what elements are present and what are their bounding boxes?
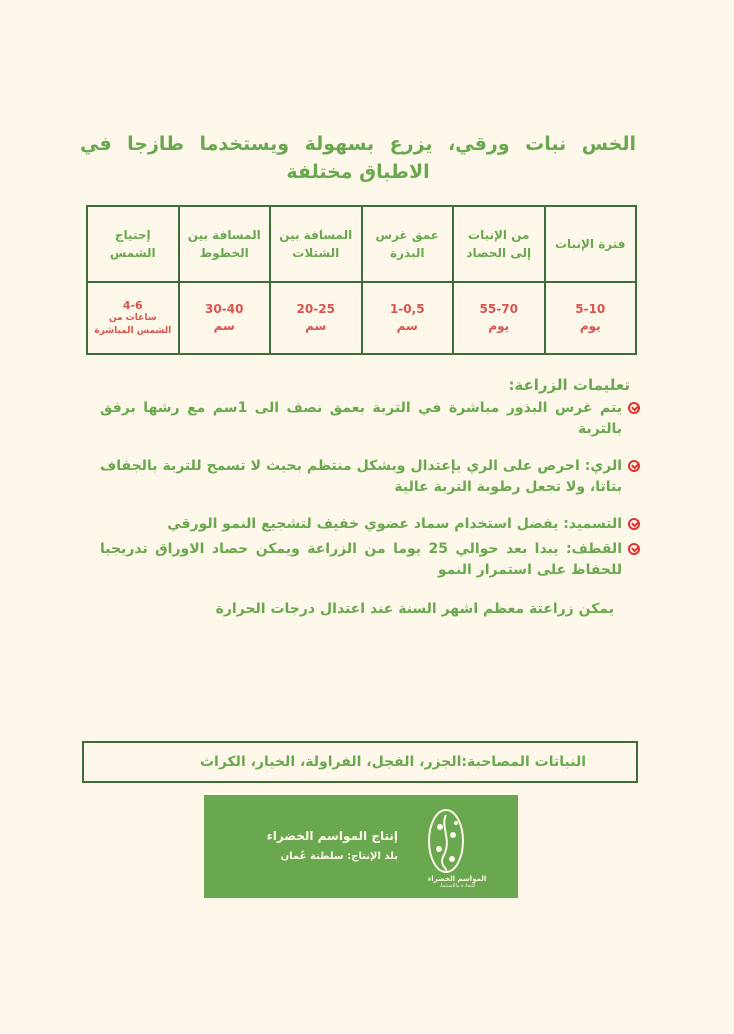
production-country: بلد الإنتاج: سلطنة عُمان — [280, 851, 398, 862]
brand-logo-icon — [426, 805, 488, 887]
instruction-text: التسميد: يفضل استخدام سماد عضوي خفيف لتشجيع النمو الورقي — [167, 516, 622, 532]
table-cell — [179, 282, 271, 354]
cell-value: 1-0,5 — [389, 302, 425, 316]
list-item — [100, 539, 640, 581]
table-header: المسافة بين الشتلات — [270, 206, 362, 282]
producer-name: إنتاج المواسم الخضراء — [266, 829, 398, 843]
cell-unit: ساعات من الشمس المباشرة — [94, 312, 172, 336]
season-note: يمكن زراعتة معظم اشهر السنة عند اعتدال درجات الحرارة — [215, 601, 614, 617]
table-header: المسافة بين الخطوط — [179, 206, 271, 282]
table-cell — [453, 282, 545, 354]
companion-plants-box: النباتات المصاحبة:الجزر، الفجل، الفراولة، الخيار، الكراث — [82, 741, 638, 783]
table-header-row — [87, 206, 636, 282]
table-row — [87, 282, 636, 354]
planting-instructions — [100, 376, 640, 617]
table-cell — [87, 282, 179, 354]
table-header: عمق غرس البذرة — [362, 206, 454, 282]
check-circle-icon — [628, 518, 640, 530]
list-item — [100, 514, 640, 535]
instructions-heading: تعليمات الزراعة: — [508, 376, 630, 394]
logo-subtext: للتجارة والاستثمار — [438, 883, 476, 887]
table-cell — [362, 282, 454, 354]
page-title: الخس نبات ورقي، يزرع بسهولة ويستخدما طازجا في الاطباق مختلفة — [80, 133, 636, 183]
table-header: فترة الإنبات — [545, 206, 637, 282]
cell-value: 4-6 — [122, 298, 143, 312]
cell-unit: سم — [305, 319, 327, 333]
table-cell — [270, 282, 362, 354]
table-cell — [545, 282, 637, 354]
list-item — [100, 398, 640, 440]
cell-unit: سم — [396, 319, 418, 333]
check-circle-icon — [628, 543, 640, 555]
cell-unit: يوم — [579, 319, 601, 333]
table-header: من الإنبات إلى الحصاد — [453, 206, 545, 282]
table-header: إحتياج الشمس — [87, 206, 179, 282]
instruction-text: يتم غرس البذور مباشرة في التربة بعمق نصف الى 1سم مع رشها برفق بالتربة — [100, 400, 622, 437]
list-item — [100, 456, 640, 498]
cell-value: 30-40 — [205, 302, 244, 316]
instruction-text: الري: احرص على الري بإعتدال وبشكل منتظم بحيث لا تسمح للتربة بالجفاف بتاتا، ولا تجعل رطوبة التربة عالية — [100, 458, 622, 495]
logo-text: المواسم الخضراء — [427, 875, 487, 883]
instruction-text: القطف: يبدا بعد حوالي 25 يوما من الزراعة ويمكن حصاد الاوراق تدريجيا للحفاظ على استمرار النمو — [100, 541, 622, 578]
cell-value: 5-10 — [575, 302, 606, 316]
cell-unit: سم — [213, 319, 235, 333]
cell-value: 55-70 — [479, 302, 518, 316]
cell-unit: يوم — [488, 319, 510, 333]
producer-footer — [204, 795, 518, 898]
check-circle-icon — [628, 460, 640, 472]
cell-value: 20-25 — [296, 302, 335, 316]
growing-info-table — [86, 205, 637, 355]
check-circle-icon — [628, 402, 640, 414]
